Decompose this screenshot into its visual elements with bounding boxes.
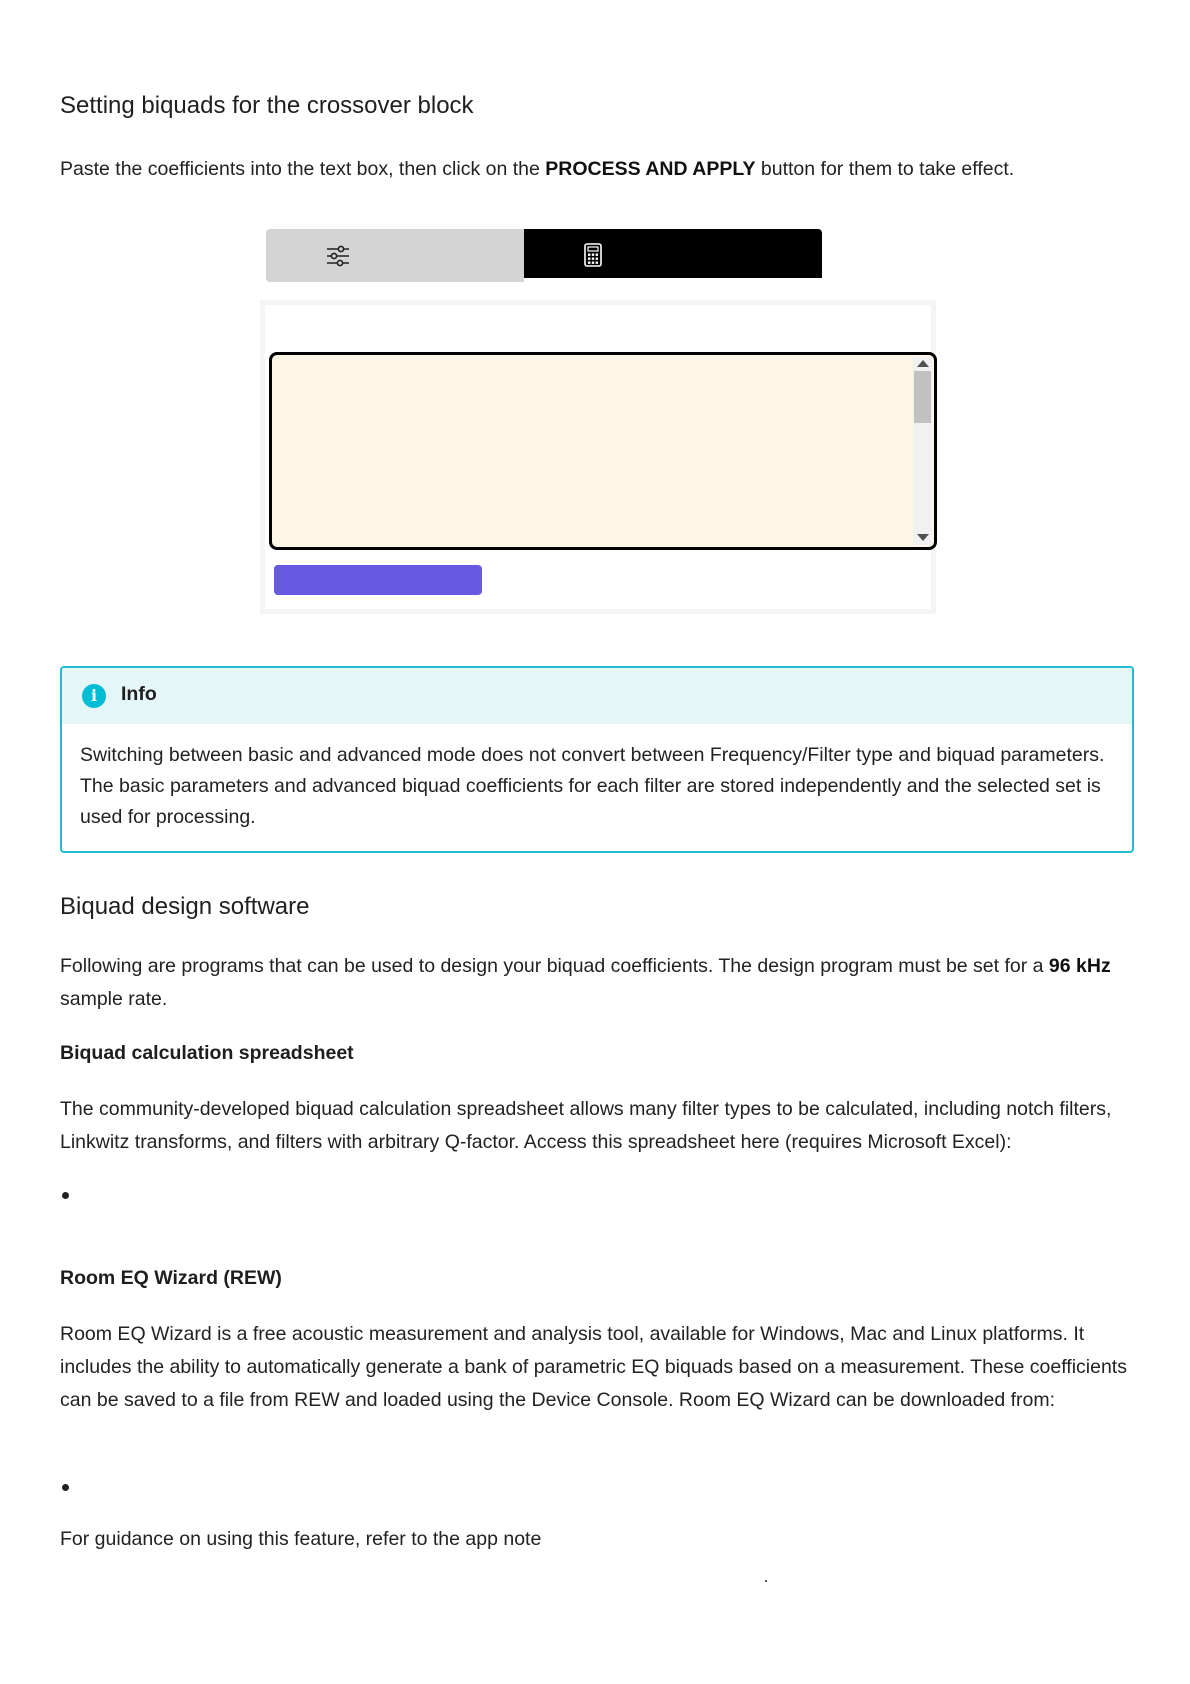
mode-tabs [266,229,828,282]
spreadsheet-heading: Biquad calculation spreadsheet [60,1042,354,1064]
info-header [62,668,1132,724]
rew-text: Room EQ Wizard is a free acoustic measurement and analysis tool, available for Windows, Mac and Linux platforms. It includes the ability to automatically generate a bank of parametric EQ biquads based on a measurement. These coefficients can be saved to a file from REW and loaded using the Device Console. Room EQ Wizard can be downloaded from: [60,1323,1127,1411]
tab-basic-mode[interactable] [266,229,524,282]
scroll-thumb[interactable] [914,371,931,423]
instruction-text: Paste the coefficients into the text box, then click on the [60,158,546,180]
list-bullet [62,1192,69,1199]
guidance-text: For guidance on using this feature, refer to the app note [60,1528,542,1550]
instruction-text-end: button for them to take effect. [755,158,1015,180]
calculator-icon [584,243,602,272]
sliders-icon [326,245,350,272]
intro-text: Following are programs that can be used to design your biquad coefficients. The design program must be set for a [60,955,1049,977]
design-software-heading: Biquad design software [60,893,310,920]
crossover-heading: Setting biquads for the crossover block [60,92,474,119]
list-bullet [62,1484,69,1491]
scroll-down-arrow-icon[interactable] [917,534,929,541]
spreadsheet-text: The community-developed biquad calculation spreadsheet allows many filter types to be calculated, including notch filters, Linkwitz transforms, and filters with arbitrary Q-factor. Access this spreadsheet here (requires Microsoft Excel): [60,1098,1112,1153]
tab-advanced-mode[interactable] [524,229,822,278]
rew-heading: Room EQ Wizard (REW) [60,1267,282,1289]
scroll-up-arrow-icon[interactable] [917,360,929,367]
stray-dot [765,1580,767,1582]
info-title: Info [121,683,157,705]
coefficients-textbox[interactable] [269,352,937,550]
intro-text-end: sample rate. [60,988,168,1010]
info-body: Switching between basic and advanced mode does not convert between Frequency/Filter type and biquad parameters. The basic parameters and advanced biquad coefficients for each filter are stored independently and the selected set is used for processing. [80,744,1105,828]
design-software-intro [60,950,1134,1016]
advanced-panel [260,300,936,614]
crossover-instruction [60,153,1134,186]
process-and-apply-button[interactable] [274,565,482,595]
process-apply-emphasis: PROCESS AND APPLY [545,158,756,180]
sample-rate-emphasis: 96 kHz [1048,955,1111,977]
textbox-scrollbar[interactable] [913,357,932,545]
info-callout [60,666,1134,853]
info-icon: i [82,684,106,708]
